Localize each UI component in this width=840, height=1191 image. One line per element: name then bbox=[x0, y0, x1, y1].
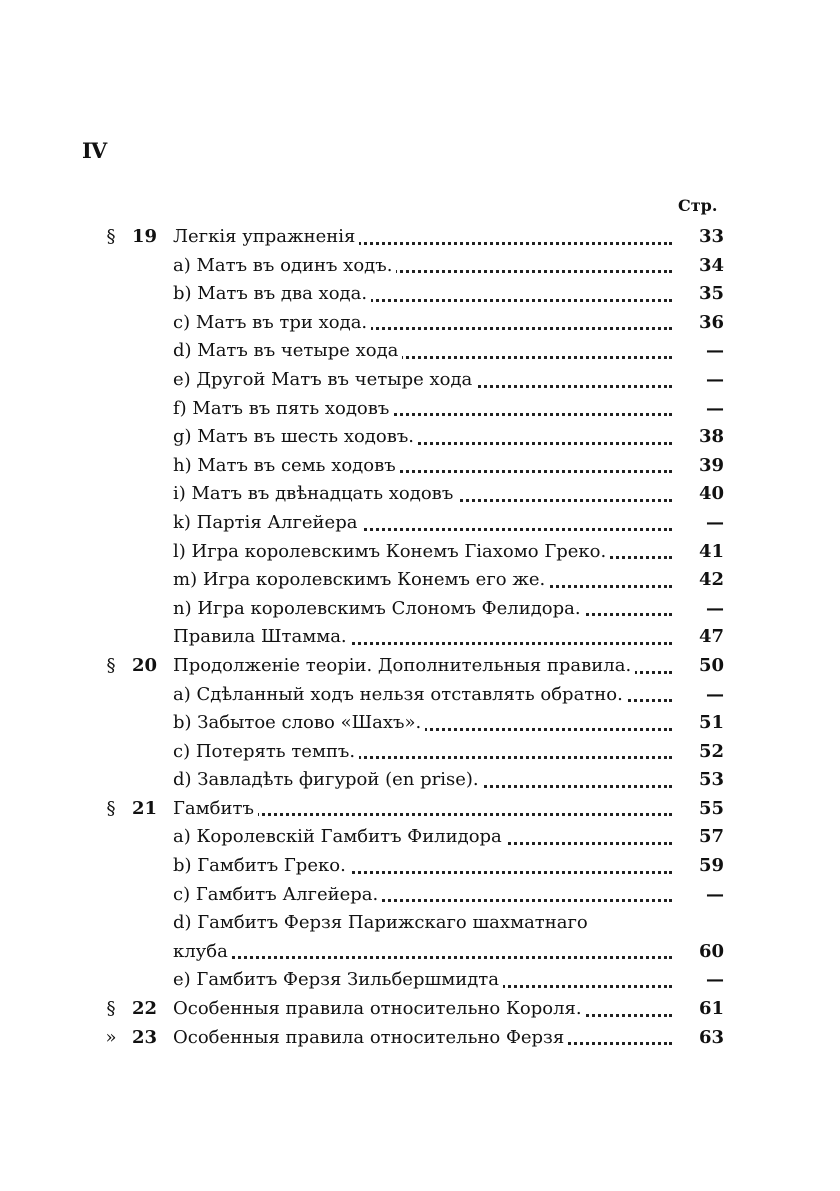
toc-page-number: 52 bbox=[698, 740, 724, 762]
toc-page-number: 51 bbox=[698, 712, 724, 734]
section-number: 21 bbox=[132, 797, 158, 819]
toc-title: l) Игра королевскимъ Конемъ Гіахомо Греко. bbox=[173, 541, 610, 562]
toc-row bbox=[100, 280, 724, 309]
toc-title: h) Матъ въ семь ходовъ bbox=[173, 455, 400, 476]
toc-row bbox=[100, 652, 724, 681]
toc-title: n) Игра королевскимъ Слономъ Фелидора. bbox=[173, 598, 585, 619]
toc-entry bbox=[173, 252, 672, 281]
toc-row bbox=[100, 681, 724, 710]
toc-entry bbox=[173, 766, 672, 795]
toc-row bbox=[100, 1024, 724, 1053]
toc-title: e) Другой Матъ въ четыре хода bbox=[173, 369, 476, 390]
toc-title: Особенныя правила относительно Ферзя bbox=[173, 1027, 568, 1048]
toc-title: Особенныя правила относительно Короля. bbox=[173, 998, 586, 1019]
toc-row bbox=[100, 966, 724, 995]
toc-entry bbox=[173, 452, 672, 481]
toc-row bbox=[100, 423, 724, 452]
toc-page-number: 38 bbox=[698, 426, 724, 448]
table-of-contents bbox=[100, 223, 724, 1052]
toc-row bbox=[100, 595, 724, 624]
toc-row bbox=[100, 509, 724, 538]
toc-title: f) Матъ въ пять ходовъ bbox=[173, 398, 393, 419]
toc-entry bbox=[173, 395, 672, 424]
toc-title: k) Партія Алгейера bbox=[173, 512, 361, 533]
toc-row bbox=[100, 452, 724, 481]
toc-title: Правила Штамма. bbox=[173, 626, 351, 647]
dot-leader bbox=[173, 956, 672, 959]
toc-page-number: 41 bbox=[698, 540, 724, 562]
toc-row bbox=[100, 538, 724, 567]
toc-page-number: 61 bbox=[698, 998, 724, 1020]
toc-entry bbox=[173, 337, 672, 366]
toc-title: Гамбитъ bbox=[173, 798, 258, 819]
toc-title: b) Матъ въ два хода. bbox=[173, 283, 371, 304]
toc-title: a) Матъ въ одинъ ходъ. bbox=[173, 255, 396, 276]
toc-entry bbox=[173, 538, 672, 567]
toc-entry bbox=[173, 566, 672, 595]
toc-title: a) Сдѣланный ходъ нельзя отставлять обратно. bbox=[173, 684, 627, 705]
toc-page-number: 35 bbox=[698, 283, 724, 305]
toc-page-number: — bbox=[706, 340, 724, 362]
toc-entry bbox=[173, 995, 672, 1024]
toc-page-number: 53 bbox=[698, 769, 724, 791]
toc-row bbox=[100, 566, 724, 595]
toc-entry bbox=[173, 938, 672, 967]
toc-entry bbox=[173, 852, 672, 881]
toc-row bbox=[100, 223, 724, 252]
section-mark: § bbox=[106, 797, 116, 819]
toc-entry bbox=[173, 280, 672, 309]
toc-entry bbox=[173, 1024, 672, 1053]
toc-title: e) Гамбитъ Ферзя Зильбершмидта bbox=[173, 969, 503, 990]
toc-page-number: 36 bbox=[698, 311, 724, 333]
toc-row bbox=[100, 337, 724, 366]
toc-row bbox=[100, 995, 724, 1024]
toc-page-number: 57 bbox=[698, 826, 724, 848]
toc-title: d) Гамбитъ Ферзя Парижскаго шахматнаго bbox=[173, 912, 592, 933]
section-mark: § bbox=[106, 654, 116, 676]
toc-title: i) Матъ въ двѣнадцать ходовъ bbox=[173, 483, 457, 504]
toc-entry bbox=[173, 509, 672, 538]
toc-title: c) Гамбитъ Алгейера. bbox=[173, 884, 382, 905]
toc-page-number: — bbox=[706, 883, 724, 905]
toc-row bbox=[100, 881, 724, 910]
section-mark: » bbox=[105, 1026, 117, 1048]
toc-row bbox=[100, 709, 724, 738]
toc-row bbox=[100, 823, 724, 852]
toc-title: c) Матъ въ три хода. bbox=[173, 312, 371, 333]
toc-title: d) Завладѣть фигурой (en prise). bbox=[173, 769, 483, 790]
toc-entry bbox=[173, 681, 672, 710]
toc-row bbox=[100, 623, 724, 652]
toc-row bbox=[100, 309, 724, 338]
toc-row bbox=[100, 909, 724, 938]
toc-page-number: — bbox=[706, 397, 724, 419]
toc-page-number: 60 bbox=[698, 940, 724, 962]
toc-entry bbox=[173, 366, 672, 395]
toc-title: b) Забытое слово «Шахъ». bbox=[173, 712, 425, 733]
section-number: 23 bbox=[132, 1026, 158, 1048]
toc-page-number: — bbox=[706, 683, 724, 705]
section-number: 19 bbox=[132, 226, 158, 247]
toc-page-number: 63 bbox=[698, 1026, 724, 1048]
toc-page-number: 59 bbox=[698, 855, 724, 877]
toc-page-number: 33 bbox=[698, 226, 724, 247]
section-number: 20 bbox=[132, 654, 158, 676]
toc-page-number: 34 bbox=[698, 254, 724, 276]
toc-page-number: 39 bbox=[698, 454, 724, 476]
page-number: IV bbox=[82, 138, 107, 163]
toc-row bbox=[100, 252, 724, 281]
toc-entry bbox=[173, 909, 684, 938]
section-number: 22 bbox=[132, 998, 158, 1020]
toc-page-number: 55 bbox=[698, 797, 724, 819]
toc-row bbox=[100, 366, 724, 395]
toc-title: клуба bbox=[173, 941, 232, 962]
toc-title: c) Потерять темпъ. bbox=[173, 741, 359, 762]
toc-entry bbox=[173, 309, 672, 338]
toc-entry bbox=[173, 595, 672, 624]
toc-title: Продолженіе теоріи. Дополнительныя правила. bbox=[173, 655, 635, 676]
toc-row bbox=[100, 766, 724, 795]
toc-entry bbox=[173, 738, 672, 767]
toc-title: a) Королевскій Гамбитъ Филидора bbox=[173, 826, 506, 847]
toc-row bbox=[100, 795, 724, 824]
section-mark: § bbox=[106, 998, 116, 1020]
toc-entry bbox=[173, 823, 672, 852]
toc-entry bbox=[173, 480, 672, 509]
toc-title: Легкія упражненія bbox=[173, 226, 359, 247]
page-column-header: Стр. bbox=[678, 196, 718, 215]
toc-entry bbox=[173, 966, 672, 995]
toc-page-number: 47 bbox=[698, 626, 724, 648]
toc-title: b) Гамбитъ Греко. bbox=[173, 855, 350, 876]
toc-entry bbox=[173, 652, 672, 681]
toc-entry bbox=[173, 223, 672, 252]
toc-page-number: — bbox=[706, 511, 724, 533]
toc-entry bbox=[173, 795, 672, 824]
toc-title: d) Матъ въ четыре хода bbox=[173, 340, 402, 361]
toc-entry bbox=[173, 881, 672, 910]
toc-row bbox=[100, 395, 724, 424]
toc-entry bbox=[173, 423, 672, 452]
toc-row bbox=[100, 738, 724, 767]
toc-title: m) Игра королевскимъ Конемъ его же. bbox=[173, 569, 549, 590]
toc-page-number: 50 bbox=[698, 654, 724, 676]
toc-page-number: — bbox=[706, 368, 724, 390]
toc-page-number: — bbox=[706, 969, 724, 991]
toc-page-number: 40 bbox=[698, 483, 724, 505]
toc-title: g) Матъ въ шесть ходовъ. bbox=[173, 426, 418, 447]
toc-entry bbox=[173, 623, 672, 652]
toc-page-number: — bbox=[706, 597, 724, 619]
toc-row bbox=[100, 938, 724, 967]
toc-page-number: 42 bbox=[698, 569, 724, 591]
toc-row bbox=[100, 852, 724, 881]
toc-entry bbox=[173, 709, 672, 738]
section-mark: § bbox=[106, 226, 116, 247]
toc-row bbox=[100, 480, 724, 509]
